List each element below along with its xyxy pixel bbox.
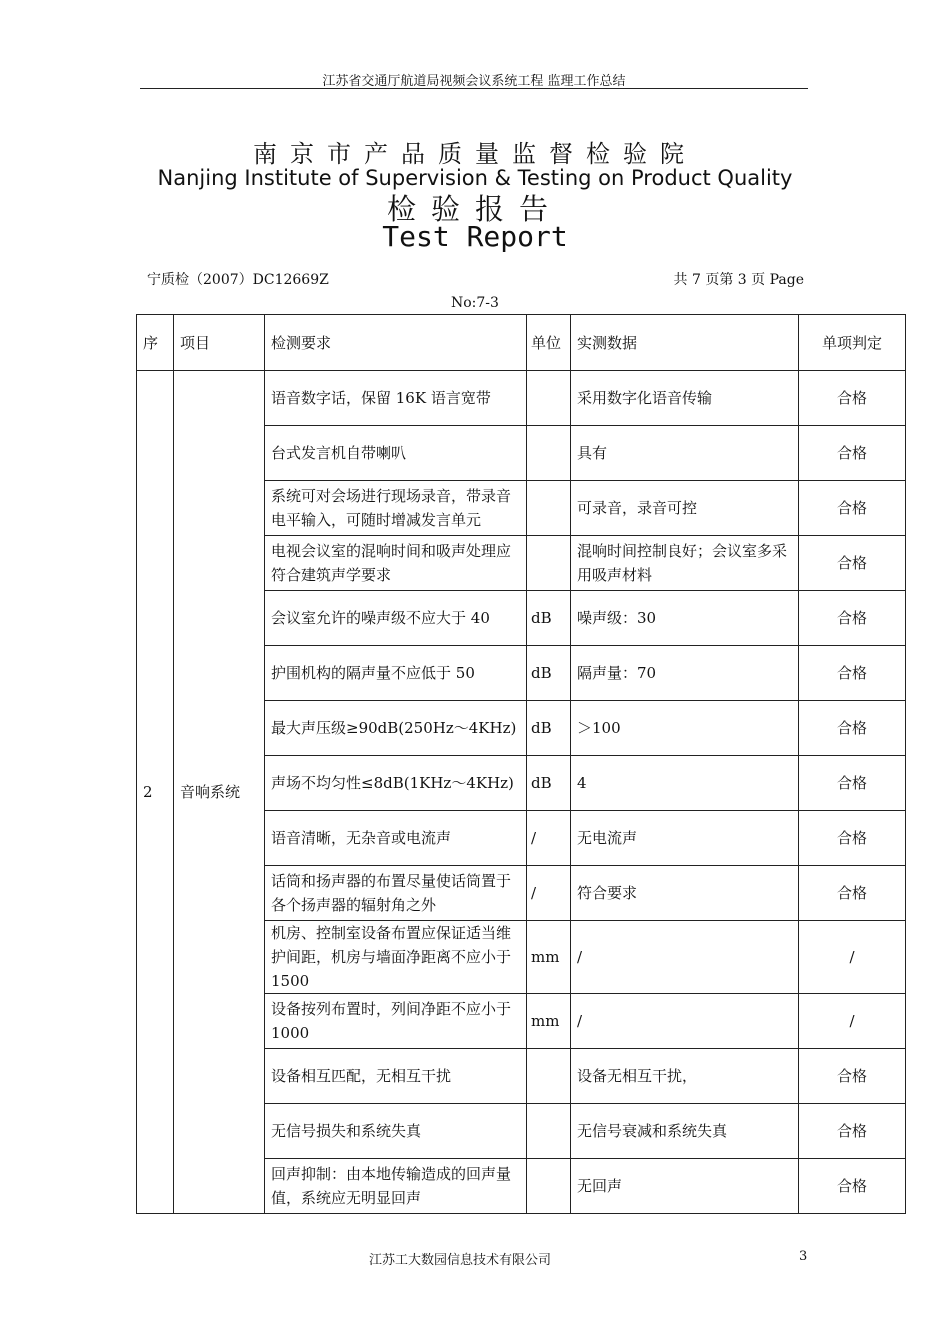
unit-cell <box>527 1159 571 1214</box>
institute-name-cn: 南京市产品质量监督检验院 <box>253 140 697 168</box>
unit-cell: dB <box>527 756 571 811</box>
verdict-cell: 合格 <box>799 701 906 756</box>
measured-cell: 无回声 <box>571 1159 799 1214</box>
verdict-cell: 合格 <box>799 1159 906 1214</box>
header-measured: 实测数据 <box>571 315 799 371</box>
measured-cell: 无信号衰减和系统失真 <box>571 1104 799 1159</box>
header-seq: 序 <box>137 315 174 371</box>
requirement-cell: 话筒和扬声器的布置尽量使话筒置于各个扬声器的辐射角之外 <box>265 866 527 921</box>
unit-cell: / <box>527 866 571 921</box>
footer-page-number: 3 <box>799 1249 808 1264</box>
measured-cell: 可录音，录音可控 <box>571 481 799 536</box>
requirement-cell: 声场不均匀性≤8dB(1KHz～4KHz) <box>265 756 527 811</box>
page-no: No:7-3 <box>451 295 499 311</box>
report-title-en: Test Report <box>382 220 568 253</box>
measured-cell: 具有 <box>571 426 799 481</box>
group-item: 音响系统 <box>174 371 265 1214</box>
header-unit: 单位 <box>527 315 571 371</box>
verdict-cell: 合格 <box>799 811 906 866</box>
verdict-cell: 合格 <box>799 1104 906 1159</box>
verdict-cell: 合格 <box>799 866 906 921</box>
header-verdict: 单项判定 <box>799 315 906 371</box>
measured-cell: 4 <box>571 756 799 811</box>
requirement-cell: 最大声压级≥90dB(250Hz～4KHz) <box>265 701 527 756</box>
page-info: 共 7 页第 3 页 Page <box>673 272 804 288</box>
verdict-cell: 合格 <box>799 481 906 536</box>
requirement-cell: 设备相互匹配，无相互干扰 <box>265 1049 527 1104</box>
verdict-cell: / <box>799 994 906 1049</box>
requirement-cell: 设备按列布置时，列间净距不应小于 1000 <box>265 994 527 1049</box>
measured-cell: 设备无相互干扰， <box>571 1049 799 1104</box>
requirement-cell: 护围机构的隔声量不应低于 50 <box>265 646 527 701</box>
verdict-cell: / <box>799 921 906 994</box>
report-title-cn: 检验报告 <box>386 192 563 226</box>
inspection-table <box>136 314 906 1214</box>
unit-cell <box>527 481 571 536</box>
unit-cell <box>527 1104 571 1159</box>
table-header-row <box>137 315 906 371</box>
requirement-cell: 台式发言机自带喇叭 <box>265 426 527 481</box>
unit-cell: dB <box>527 591 571 646</box>
unit-cell: / <box>527 811 571 866</box>
institute-name-en: Nanjing Institute of Supervision & Testing on Product Quality <box>157 166 793 190</box>
requirement-cell: 无信号损失和系统失真 <box>265 1104 527 1159</box>
measured-cell: 隔声量：70 <box>571 646 799 701</box>
requirement-cell: 系统可对会场进行现场录音，带录音电平输入，可随时增减发言单元 <box>265 481 527 536</box>
measured-cell: 采用数字化语音传输 <box>571 371 799 426</box>
verdict-cell: 合格 <box>799 536 906 591</box>
measured-cell: 无电流声 <box>571 811 799 866</box>
footer-company: 江苏工大数园信息技术有限公司 <box>368 1253 551 1268</box>
unit-cell <box>527 1049 571 1104</box>
unit-cell <box>527 371 571 426</box>
requirement-cell: 回声抑制：由本地传输造成的回声量值，系统应无明显回声 <box>265 1159 527 1214</box>
measured-cell: / <box>571 921 799 994</box>
verdict-cell: 合格 <box>799 1049 906 1104</box>
unit-cell: dB <box>527 646 571 701</box>
header-item: 项目 <box>174 315 265 371</box>
group-seq: 2 <box>137 371 174 1214</box>
unit-cell <box>527 536 571 591</box>
measured-cell: 噪声级：30 <box>571 591 799 646</box>
verdict-cell: 合格 <box>799 756 906 811</box>
verdict-cell: 合格 <box>799 591 906 646</box>
verdict-cell: 合格 <box>799 646 906 701</box>
measured-cell: 混响时间控制良好；会议室多采用吸声材料 <box>571 536 799 591</box>
measured-cell: / <box>571 994 799 1049</box>
requirement-cell: 机房、控制室设备布置应保证适当维护间距，机房与墙面净距离不应小于 1500 <box>265 921 527 994</box>
report-number: 宁质检（2007）DC12669Z <box>147 272 329 288</box>
requirement-cell: 语音清晰，无杂音或电流声 <box>265 811 527 866</box>
verdict-cell: 合格 <box>799 371 906 426</box>
unit-cell <box>527 426 571 481</box>
header-rule <box>140 88 808 89</box>
table-row <box>137 371 906 426</box>
unit-cell: mm <box>527 921 571 994</box>
unit-cell: dB <box>527 701 571 756</box>
measured-cell: 符合要求 <box>571 866 799 921</box>
unit-cell: mm <box>527 994 571 1049</box>
verdict-cell: 合格 <box>799 426 906 481</box>
running-header: 江苏省交通厅航道局视频会议系统工程 监理工作总结 <box>322 74 626 89</box>
requirement-cell: 电视会议室的混响时间和吸声处理应符合建筑声学要求 <box>265 536 527 591</box>
requirement-cell: 语音数字话，保留 16K 语言宽带 <box>265 371 527 426</box>
measured-cell: ＞100 <box>571 701 799 756</box>
requirement-cell: 会议室允许的噪声级不应大于 40 <box>265 591 527 646</box>
header-requirement: 检测要求 <box>265 315 527 371</box>
